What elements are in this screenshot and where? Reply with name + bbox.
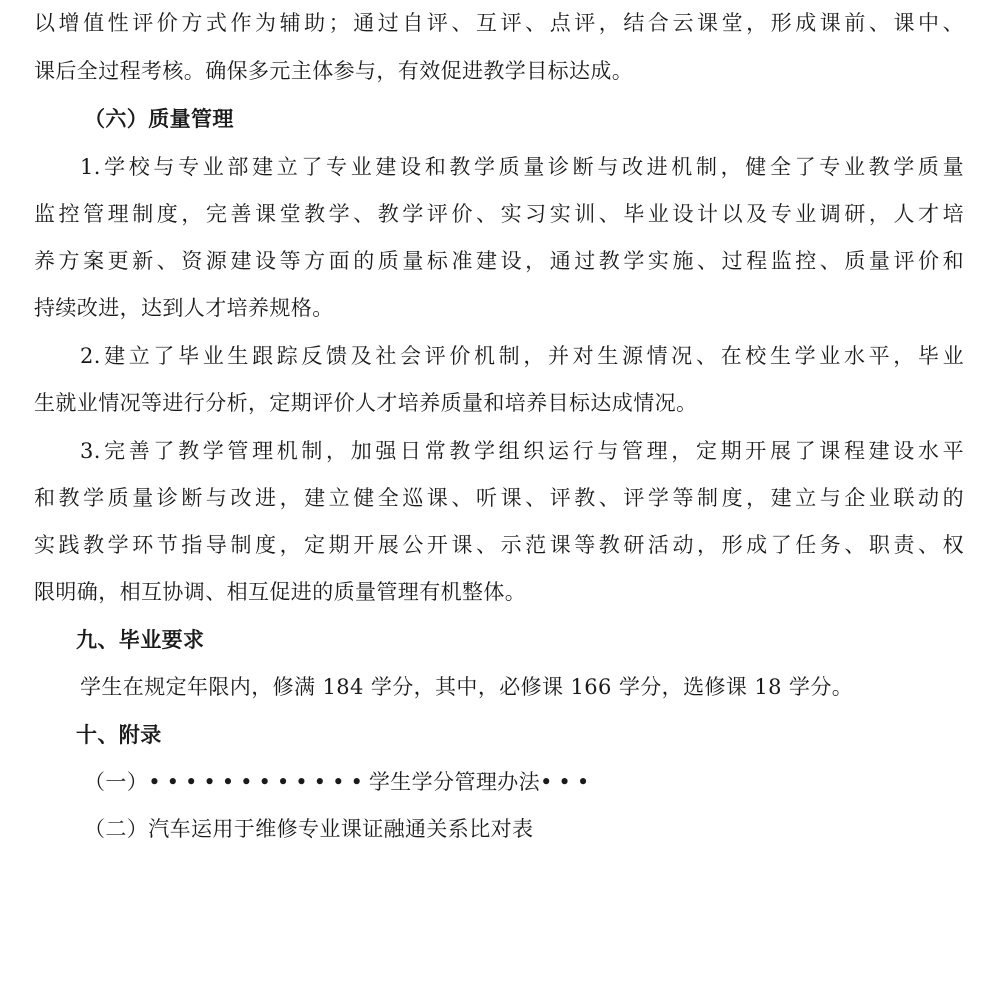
quality-item-1-line-1: 1.学校与专业部建立了专业建设和教学质量诊断与改进机制，健全了专业教学质量 — [80, 155, 964, 179]
quality-item-3-line-2: 和教学质量诊断与改进，建立健全巡课、听课、评教、评学等制度，建立与企业联动的 — [34, 486, 964, 510]
quality-item-1-line-3: 养方案更新、资源建设等方面的质量标准建设，通过教学实施、过程监控、质量评价和 — [34, 249, 964, 273]
quality-item-3-line-1: 3.完善了教学管理机制，加强日常教学组织运行与管理，定期开展了课程建设水平 — [80, 439, 964, 463]
appendix-item-1-title: 学生学分管理办法 — [368, 770, 541, 794]
quality-item-1-line-2: 监控管理制度，完善课堂教学、教学评价、实习实训、毕业设计以及专业调研，人才培 — [34, 202, 964, 226]
graduation-requirement-text: 学生在规定年限内，修满 184 学分，其中，必修课 166 学分，选修课 18 学分。 — [80, 675, 854, 699]
appendix-item-1-trailing-dots: ••• — [540, 770, 596, 794]
appendix-item-1 — [84, 767, 595, 797]
intro-line-1: 以增值性评价方式作为辅助；通过自评、互评、点评，结合云课堂，形成课前、课中、 — [34, 11, 964, 35]
appendix-item-1-prefix: （一） — [84, 770, 149, 794]
appendix-item-1-leader-dots: •••••••••••• — [148, 770, 369, 794]
appendix-item-2: （二）汽车运用于维修专业课证融通关系比对表 — [84, 817, 534, 841]
section-heading-quality: （六）质量管理 — [84, 107, 234, 131]
section-heading-appendix: 十、附录 — [76, 723, 162, 747]
quality-item-1-line-4: 持续改进，达到人才培养规格。 — [34, 296, 334, 320]
quality-item-3-line-4: 限明确，相互协调、相互促进的质量管理有机整体。 — [34, 580, 527, 604]
quality-item-2-line-1: 2.建立了毕业生跟踪反馈及社会评价机制，并对生源情况、在校生学业水平，毕业 — [80, 344, 964, 368]
intro-line-2: 课后全过程考核。确保多元主体参与，有效促进教学目标达成。 — [34, 59, 634, 83]
quality-item-3-line-3: 实践教学环节指导制度，定期开展公开课、示范课等教研活动，形成了任务、职责、权 — [34, 533, 964, 557]
section-heading-graduation: 九、毕业要求 — [76, 628, 205, 652]
quality-item-2-line-2: 生就业情况等进行分析，定期评价人才培养质量和培养目标达成情况。 — [34, 391, 698, 415]
